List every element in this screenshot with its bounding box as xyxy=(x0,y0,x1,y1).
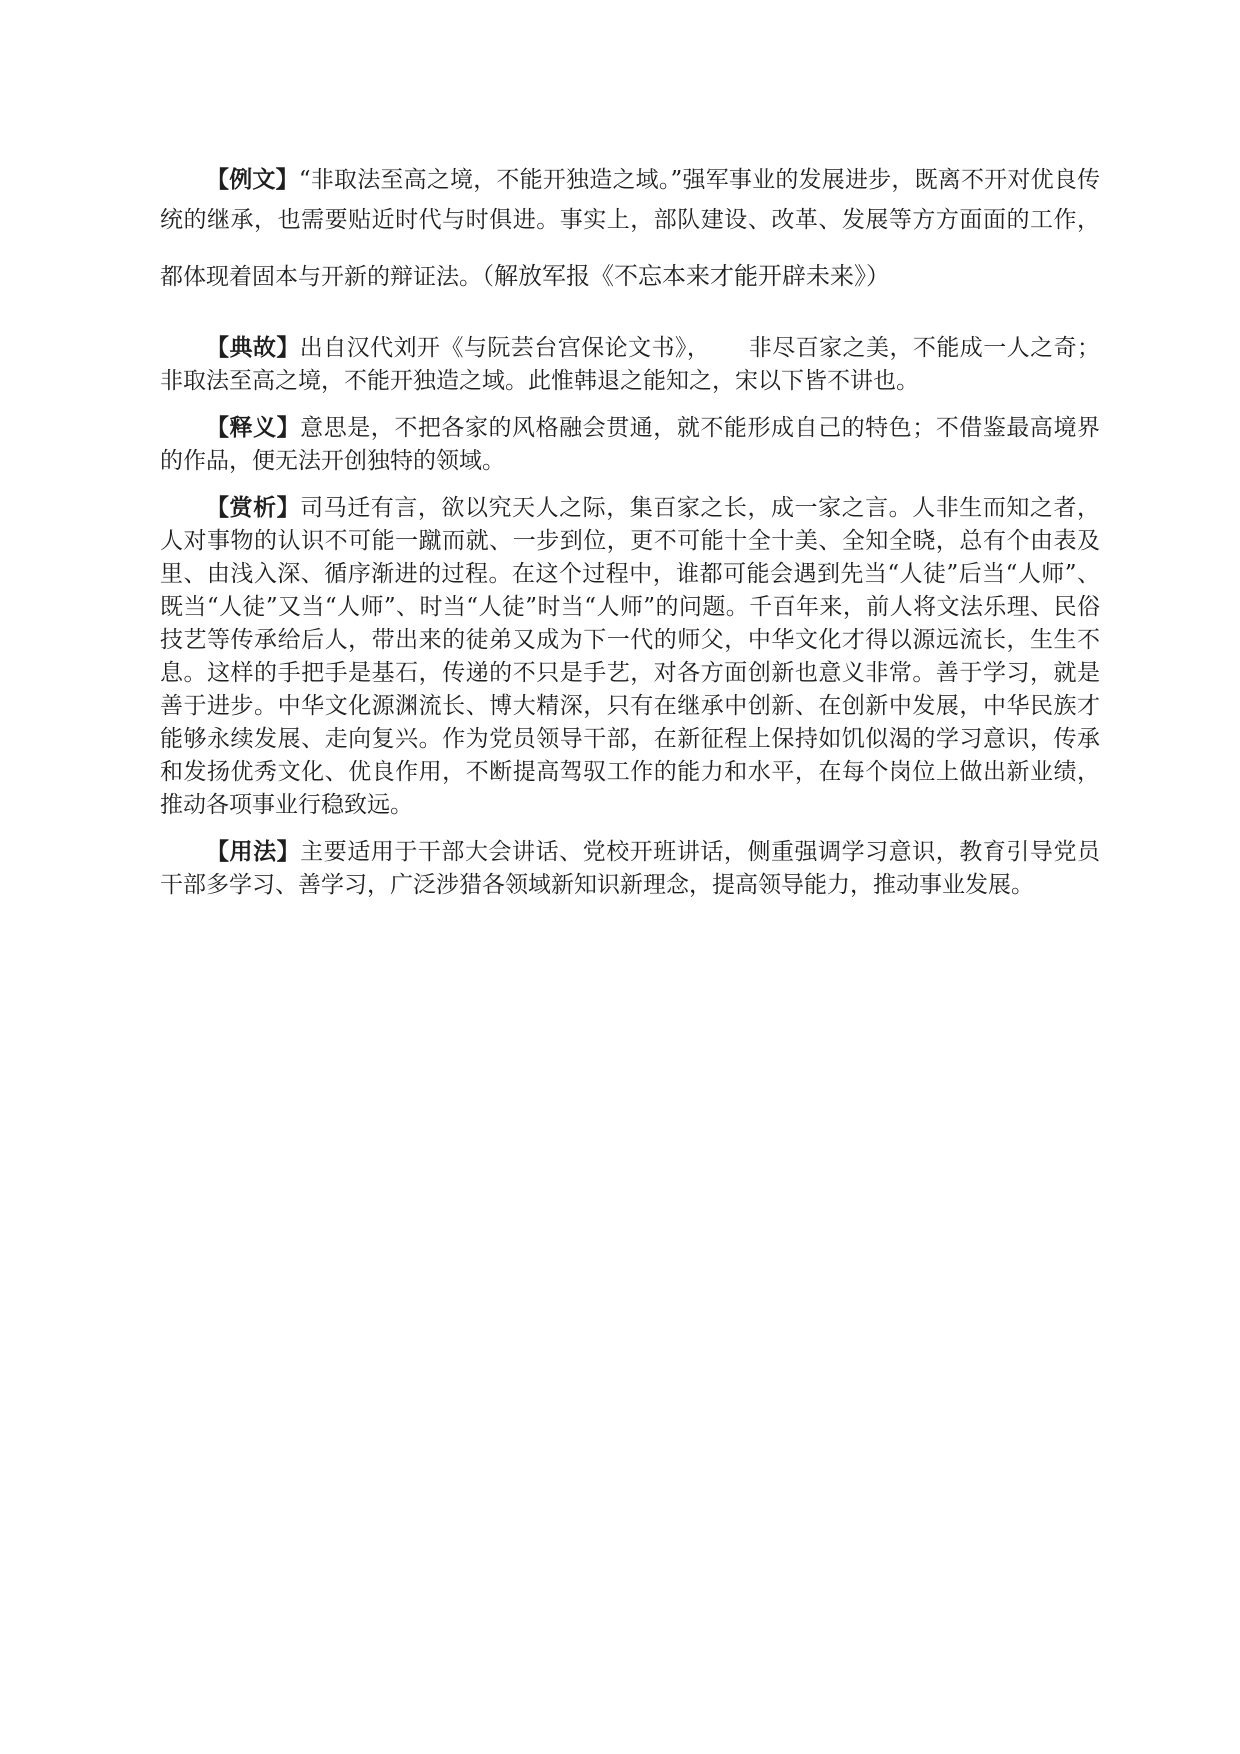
example-paragraph xyxy=(160,160,1100,312)
allusion-text-part1: 出自汉代刘开《与阮芸台宫保论文书》， xyxy=(299,335,711,361)
usage-text: 主要适用于干部大会讲话、党校开班讲话，侧重强调学习意识，教育引导党员干部多学习、善学习，广泛涉猎各领域新知识新理念，提高领导能力，推动事业发展。 xyxy=(160,839,1101,898)
allusion-paragraph xyxy=(160,332,1100,398)
meaning-paragraph xyxy=(160,412,1100,478)
allusion-tag: 【典故】 xyxy=(206,335,300,361)
usage-tag: 【用法】 xyxy=(206,839,301,865)
usage-paragraph xyxy=(160,836,1100,902)
example-text: “非取法至高之境，不能开独造之域。”强军事业的发展进步，既离不开对优良传统的继承，也需要贴近时代与时俱进。事实上，部队建设、改革、发展等方方面面的工作，都体现着固本与开新的辩证法。 xyxy=(160,167,1100,290)
analysis-paragraph xyxy=(160,492,1100,822)
meaning-text: 意思是，不把各家的风格融会贯通，就不能形成自己的特色；不借鉴最高境界的作品，便无法开创独特的领域。 xyxy=(160,415,1101,474)
allusion-text-part2: 非尽百家之美，不能成一人之奇；非取法至高之境，不能开独造之域。此惟韩退之能知之，宋以下皆不讲也。 xyxy=(160,335,1101,394)
analysis-tag: 【赏析】 xyxy=(206,495,301,521)
analysis-text: 司马迁有言，欲以究天人之际，集百家之长，成一家之言。人非生而知之者，人对事物的认识不可能一蹴而就、一步到位，更不可能十全十美、全知全晓，总有个由表及里、由浅入深、循序渐进的过程。在这个过程中，谁都可能会遇到先当“人徒”后当“人师”、既当“人徒”又当“人师”、时当“人徒”时当“人师”的问题。千百年来，前人将文法乐理、民俗技艺等传承给后人，带出来的徒弟又成为下一代的师父，中华文化才得以源远流长，生生不息。这样的手把手是基石，传递的不只是手艺，对各方面创新也意义非常。善于学习，就是善于进步。中华文化源渊流长、博大精深，只有在继承中创新、在创新中发展，中华民族才能够永续发展、走向复兴。作为党员领导干部，在新征程上保持如饥似渴的学习意识，传承和发扬优秀文化、优良作用，不断提高驾驭工作的能力和水平，在每个岗位上做出新业绩，推动各项事业行稳致远。 xyxy=(160,495,1101,818)
example-tag: 【例文】 xyxy=(206,167,299,193)
example-source: （解放军报《不忘本来才能开辟未来》） xyxy=(482,262,890,290)
document-page xyxy=(160,160,1100,916)
meaning-tag: 【释义】 xyxy=(206,415,301,441)
